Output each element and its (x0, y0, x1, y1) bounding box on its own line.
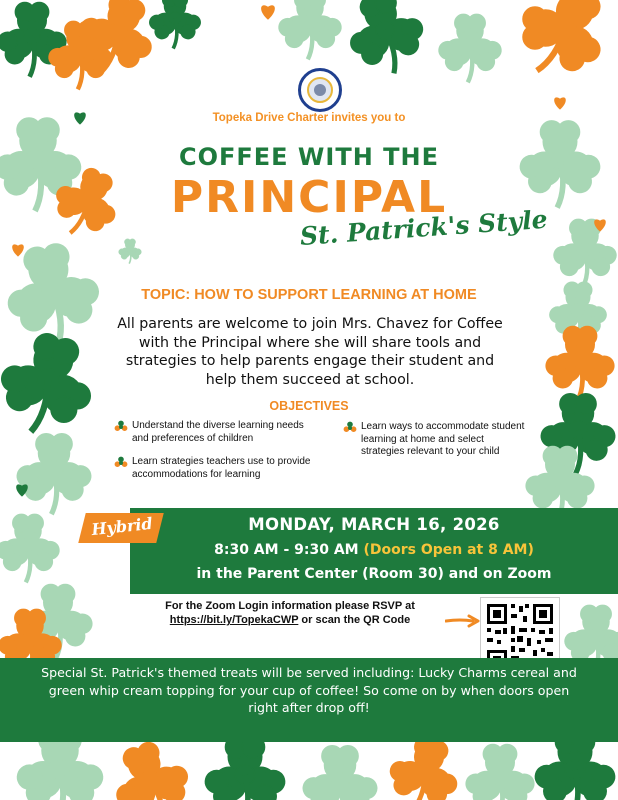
doors-open-note: (Doors Open at 8 AM) (363, 542, 534, 558)
invite-text: Topeka Drive Charter invites you to (212, 112, 406, 124)
description: All parents are welcome to join Mrs. Chavez for Coffee with the Principal where she will share tools and strategies to help parents engage their student and help them succeed at school. (117, 316, 503, 388)
shamrock-icon (499, 0, 618, 96)
treats-text: Special St. Patrick's themed treats will be served including: Lucky Charms cereal and green whip cream topping for your cup of coffee! So come on by when doors open right after drop off! (41, 665, 577, 715)
shamrock-icon (99, 732, 203, 800)
shamrock-icon (336, 0, 435, 83)
shamrock-icon (0, 324, 108, 446)
title-line-2: PRINCIPAL (170, 172, 448, 223)
shamrock-icon (113, 419, 129, 435)
school-seal-logo (298, 68, 342, 112)
shamrock-icon (0, 514, 62, 582)
event-time-range: 8:30 AM - 9:30 AM (214, 542, 359, 558)
heart-icon (261, 5, 275, 20)
shamrock-icon (201, 736, 288, 800)
subtitle: St. Patrick's Style (298, 204, 549, 251)
rsvp-link[interactable]: https://bit.ly/TopekaCWP (169, 614, 299, 626)
shamrock-icon (299, 746, 380, 800)
shamrock-icon (276, 0, 345, 59)
shamrock-icon (147, 0, 203, 49)
objective-item: Learn ways to accommodate student learning at home and select strategies relevant to your child (361, 421, 525, 457)
shamrock-icon (118, 239, 143, 264)
objective-item: Understand the diverse learning needs and preferences of children (132, 420, 304, 444)
objectives-title: OBJECTIVES (269, 399, 349, 413)
event-date: MONDAY, MARCH 16, 2026 (248, 515, 500, 534)
shamrock-icon (463, 744, 538, 800)
zoom-info-link-line (130, 614, 450, 626)
zoom-info-line: For the Zoom Login information please RSVP at (165, 600, 415, 612)
shamrock-icon (436, 14, 505, 82)
event-time (130, 542, 618, 558)
arrow-icon (445, 614, 481, 628)
hybrid-badge-label: Hybrid (90, 513, 154, 540)
zoom-info-suffix: or scan the QR Code (298, 614, 411, 626)
shamrock-icon (342, 420, 358, 436)
shamrock-icon (543, 326, 618, 400)
shamrock-icon (13, 434, 94, 515)
shamrock-icon (551, 219, 618, 287)
heart-icon (554, 97, 566, 109)
event-location: in the Parent Center (Room 30) and on Zoom (196, 566, 552, 582)
topic-heading: TOPIC: HOW TO SUPPORT LEARNING AT HOME (141, 287, 477, 303)
title-line-1: COFFEE WITH THE (178, 143, 439, 171)
heart-icon (12, 244, 24, 256)
shamrock-icon (113, 455, 129, 471)
objective-item: Learn strategies teachers use to provide accommodations for learning (132, 456, 311, 480)
